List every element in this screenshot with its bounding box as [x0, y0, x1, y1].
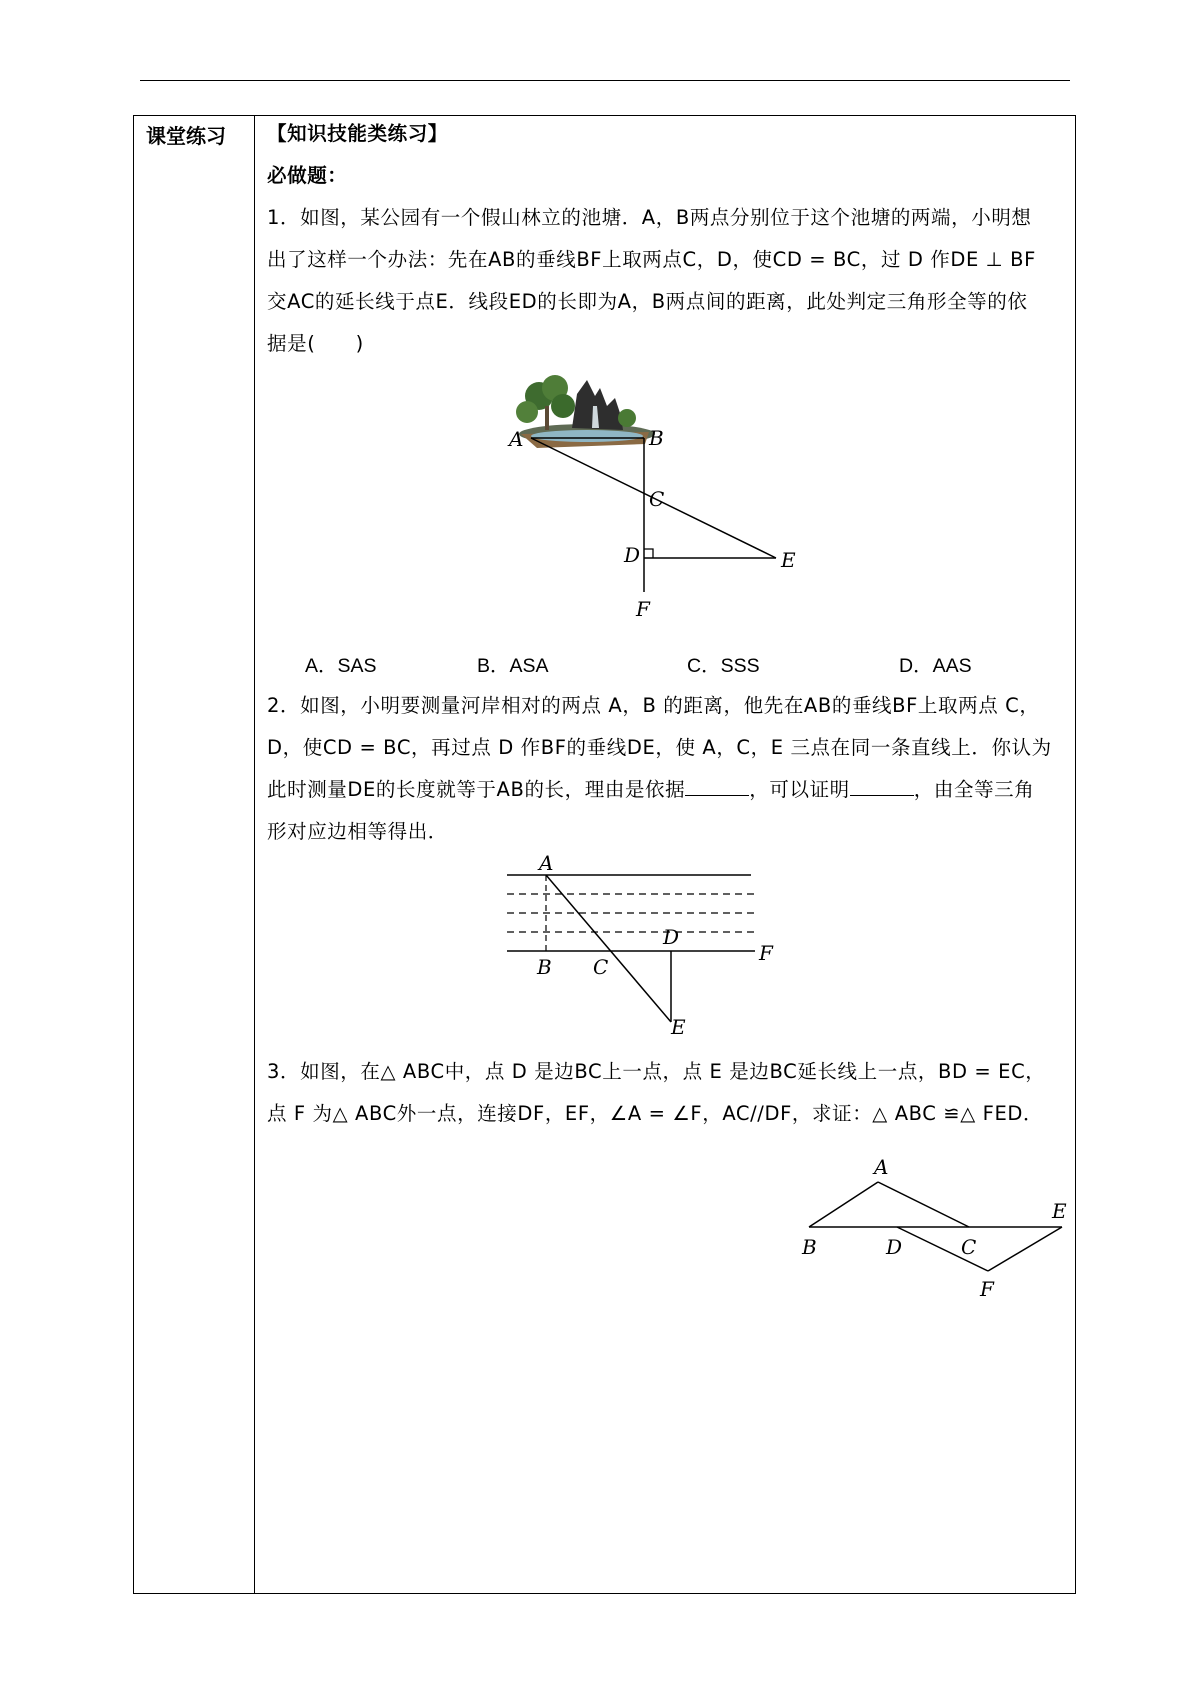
- q1-option-a[interactable]: A．SAS: [305, 655, 377, 677]
- q3-label-a: A: [874, 1155, 889, 1179]
- q1-option-b[interactable]: B．ASA: [477, 655, 549, 677]
- q1-label-d: D: [624, 543, 641, 567]
- q1-option-c[interactable]: C．SSS: [687, 655, 760, 677]
- q2-text-line-3-part-c: ，由全等三角: [913, 778, 1035, 801]
- q2-blank-1[interactable]: [685, 779, 749, 796]
- q2-text-line-3-part-a: 此时测量DE的长度就等于AB的长，理由是依据: [267, 778, 686, 801]
- q1-figure: [497, 366, 837, 636]
- q1-label-c: C: [649, 487, 665, 511]
- q3-text-line-2: 点 F 为△ ABC外一点，连接DF，EF，∠A = ∠F，AC//DF，求证：△ ABC ≌△ FED．: [267, 1102, 1044, 1125]
- q1-label-b: B: [649, 426, 664, 450]
- q2-text-line-3-part-b: ，可以证明: [749, 778, 850, 801]
- q3-label-b: B: [802, 1235, 817, 1259]
- q2-label-a: A: [539, 851, 554, 875]
- q1-label-a: A: [509, 427, 524, 451]
- q2-figure: [507, 851, 807, 1039]
- section-heading: 【知识技能类练习】: [267, 122, 448, 145]
- q3-label-f: F: [980, 1277, 994, 1301]
- exercise-table: [133, 115, 1076, 1594]
- q2-text-line-2: D，使CD = BC，再过点 D 作BF的垂线DE，使 A，C，E 三点在同一条直线上．你认为: [267, 736, 1052, 759]
- q1-text-line-3: 交AC的延长线于点E．线段ED的长即为A，B两点间的距离，此处判定三角形全等的依: [267, 290, 1028, 313]
- column-divider: [254, 116, 255, 1593]
- q2-text-line-1: 2．如图，小明要测量河岸相对的两点 A，B 的距离，他先在AB的垂线BF上取两点 C，: [267, 694, 1040, 717]
- required-heading: 必做题：: [267, 164, 348, 187]
- q1-text-line-2: 出了这样一个办法：先在AB的垂线BF上取两点C，D，使CD = BC，过 D 作DE ⊥ BF: [267, 248, 1036, 271]
- header-rule: [140, 80, 1070, 81]
- pond-rockery-image: [516, 375, 655, 448]
- q1-option-d[interactable]: D．AAS: [899, 655, 972, 677]
- q3-figure: [802, 1136, 1082, 1301]
- row-label: 课堂练习: [146, 124, 226, 148]
- q3-label-e: E: [1052, 1199, 1067, 1223]
- q2-text-line-3: [267, 774, 1034, 802]
- q3-label-c: C: [961, 1235, 977, 1259]
- q1-label-f: F: [636, 597, 650, 621]
- q2-text-line-4: 形对应边相等得出．: [267, 820, 448, 843]
- q1-text-line-1: 1．如图，某公园有一个假山林立的池塘．A，B两点分别位于这个池塘的两端，小明想: [267, 206, 1032, 229]
- q2-label-d: D: [663, 925, 680, 949]
- q3-label-d: D: [886, 1235, 903, 1259]
- q1-text-line-4: 据是( ): [267, 332, 364, 355]
- q2-label-c: C: [593, 955, 609, 979]
- q1-label-e: E: [781, 548, 796, 572]
- q2-label-e: E: [671, 1015, 686, 1039]
- q2-label-b: B: [537, 955, 552, 979]
- q2-blank-2[interactable]: [850, 779, 914, 796]
- q2-label-f: F: [759, 941, 773, 965]
- q3-text-line-1: 3．如图，在△ ABC中，点 D 是边BC上一点，点 E 是边BC延长线上一点，BD = EC，: [267, 1060, 1046, 1083]
